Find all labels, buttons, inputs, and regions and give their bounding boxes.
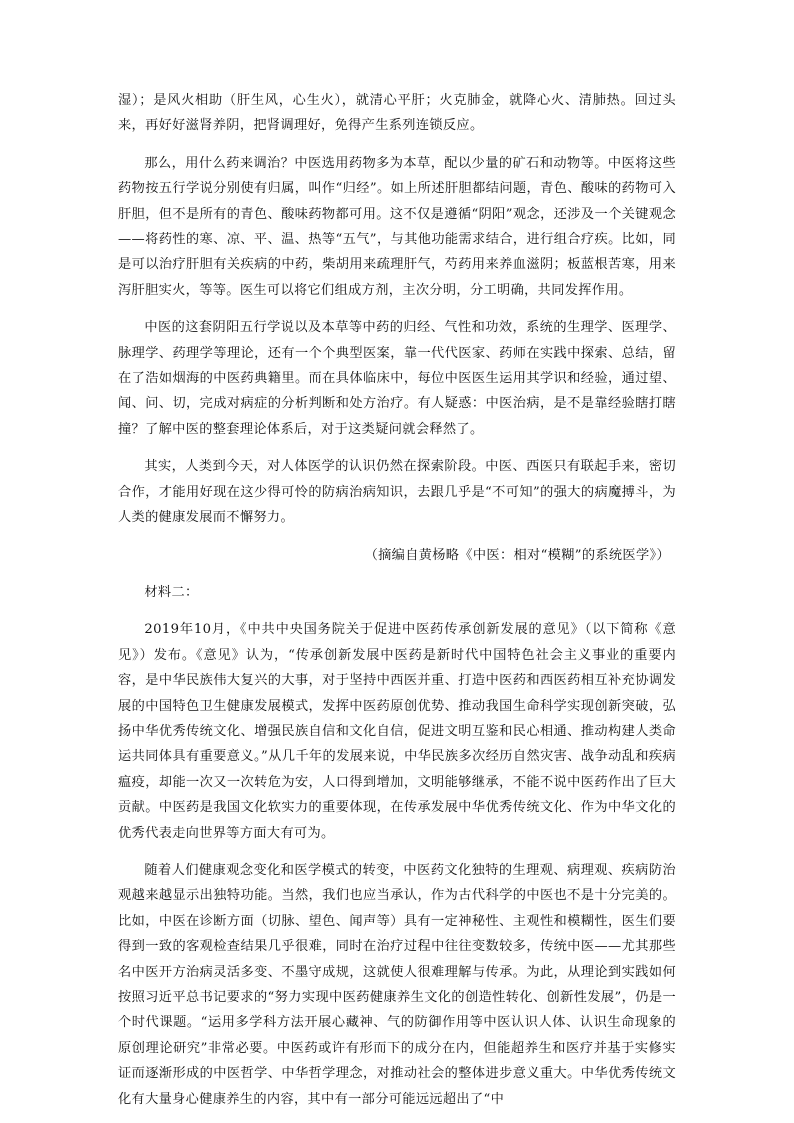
paragraph-6: 随着人们健康观念变化和医学模式的转变，中医药文化独特的生理观、病理观、疾病防治观越来越显示出独特功能。当然，我们也应当承认，作为古代科学的中医也不是十分完美的。比如，中医在诊断方面（切脉、望色、闻声等）具有一定神秘性、主观性和模糊性，医生们要得到一致的客观检查结果几乎很难，同时在治疗过程中往往变数较多，传统中医——尤其那些名中医开方治病灵活多变、不墨守成规，这就使人很难理解与传承。为此，从理论到实践如何按照习近平总书记要求的“努力实现中医药健康养生文化的创造性转化、创新性发展”，仍是一个时代课题。“运用多学科方法开展心藏神、气的防御作用等中医认识人体、认识生命现象的原创理论研究”非常必要。中医药或许有形而下的成分在内，但能超养生和医疗并基于实修实证而逐渐形成的中医哲学、中华哲学理念，对推动社会的整体进步意义重大。中华优秀传统文化有大量身心健康养生的内容，其中有一部分可能远远超出了“中 — [118, 862, 676, 1107]
paragraph-3: 中医的这套阴阳五行学说以及本草等中药的归经、气性和功效，系统的生理学、医理学、脉理学、药理学等理论，还有一个个典型医案，靠一代代医家、药师在实践中探索、总结，留在了浩如烟海的中医药典籍里。而在具体临床中，每位中医医生运用其学识和经验，通过望、闻、问、切，完成对病症的分析判断和处方治疗。有人疑惑：中医治病，是不是靠经验瞎打瞎撞？了解中医的整套理论体系后，对于这类疑问就会释然了。 — [118, 320, 676, 437]
paragraph-4: 其实，人类到今天，对人体医学的认识仍然在探索阶段。中医、西医只有联起手来，密切合作，才能用好现在这少得可怜的防病治病知识，去跟几乎是“不可知”的强大的病魔搏斗，为人类的健康发展而不懈努力。 — [118, 459, 676, 526]
paragraph-2: 那么，用什么药来调治？中医选用药物多为本草，配以少量的矿石和动物等。中医将这些药物按五行学说分别使有归属，叫作“归经”。如上所述肝胆都结问题，青色、酸味的药物可入肝胆，但不是所有的青色、酸味药物都可用。这不仅是遵循“阴阳”观念，还涉及一个关键观念——将药性的寒、凉、平、温、热等“五气”，与其他功能需求结合，进行组合疗疾。比如，同是可以治疗肝胆有关疾病的中药，柴胡用来疏理肝气，芍药用来养血滋阴；板蓝根苦寒，用来泻肝胆实火，等等。医生可以将它们组成方剂，主次分明，分工明确，共同发挥作用。 — [118, 155, 676, 298]
source-note: （摘编自黄杨略《中医：相对“模糊”的系统医学》） — [364, 547, 670, 563]
paragraph-5: 2019年10月，《中共中央国务院关于促进中医药传承创新发展的意见》（以下简称《意见》）发布。《意见》认为，“传承创新发展中医药是新时代中国特色社会主义事业的重要内容，是中华民族伟大复兴的大事，对于坚持中西医并重、打造中医药和西医药相互补充协调发展的中国特色卫生健康发展模式，发挥中医药原创优势、推动我国生命科学实现创新突破，弘扬中华优秀传统文化、增强民族自信和文化自信，促进文明互鉴和民心相通、推动构建人类命运共同体具有重要意义。”从几千年的发展来说，中华民族多次经历自然灾害、战争动乱和疾病瘟疫，却能一次又一次转危为安，人口得到增加，文明能够继承，不能不说中医药作出了巨大贡献。中医药是我国文化软实力的重要体现，在传承发展中华优秀传统文化、作为中华文化的优秀代表走向世界等方面大有可为。 — [118, 622, 676, 841]
paragraph-1: 湿）；是风火相助（肝生风，心生火），就清心平肝；火克肺金，就降心火、清肺热。回过头来，再好好滋肾养阴，把肾调理好，免得产生系列连锁反应。 — [118, 93, 676, 134]
material-label: 材料二： — [144, 584, 199, 600]
